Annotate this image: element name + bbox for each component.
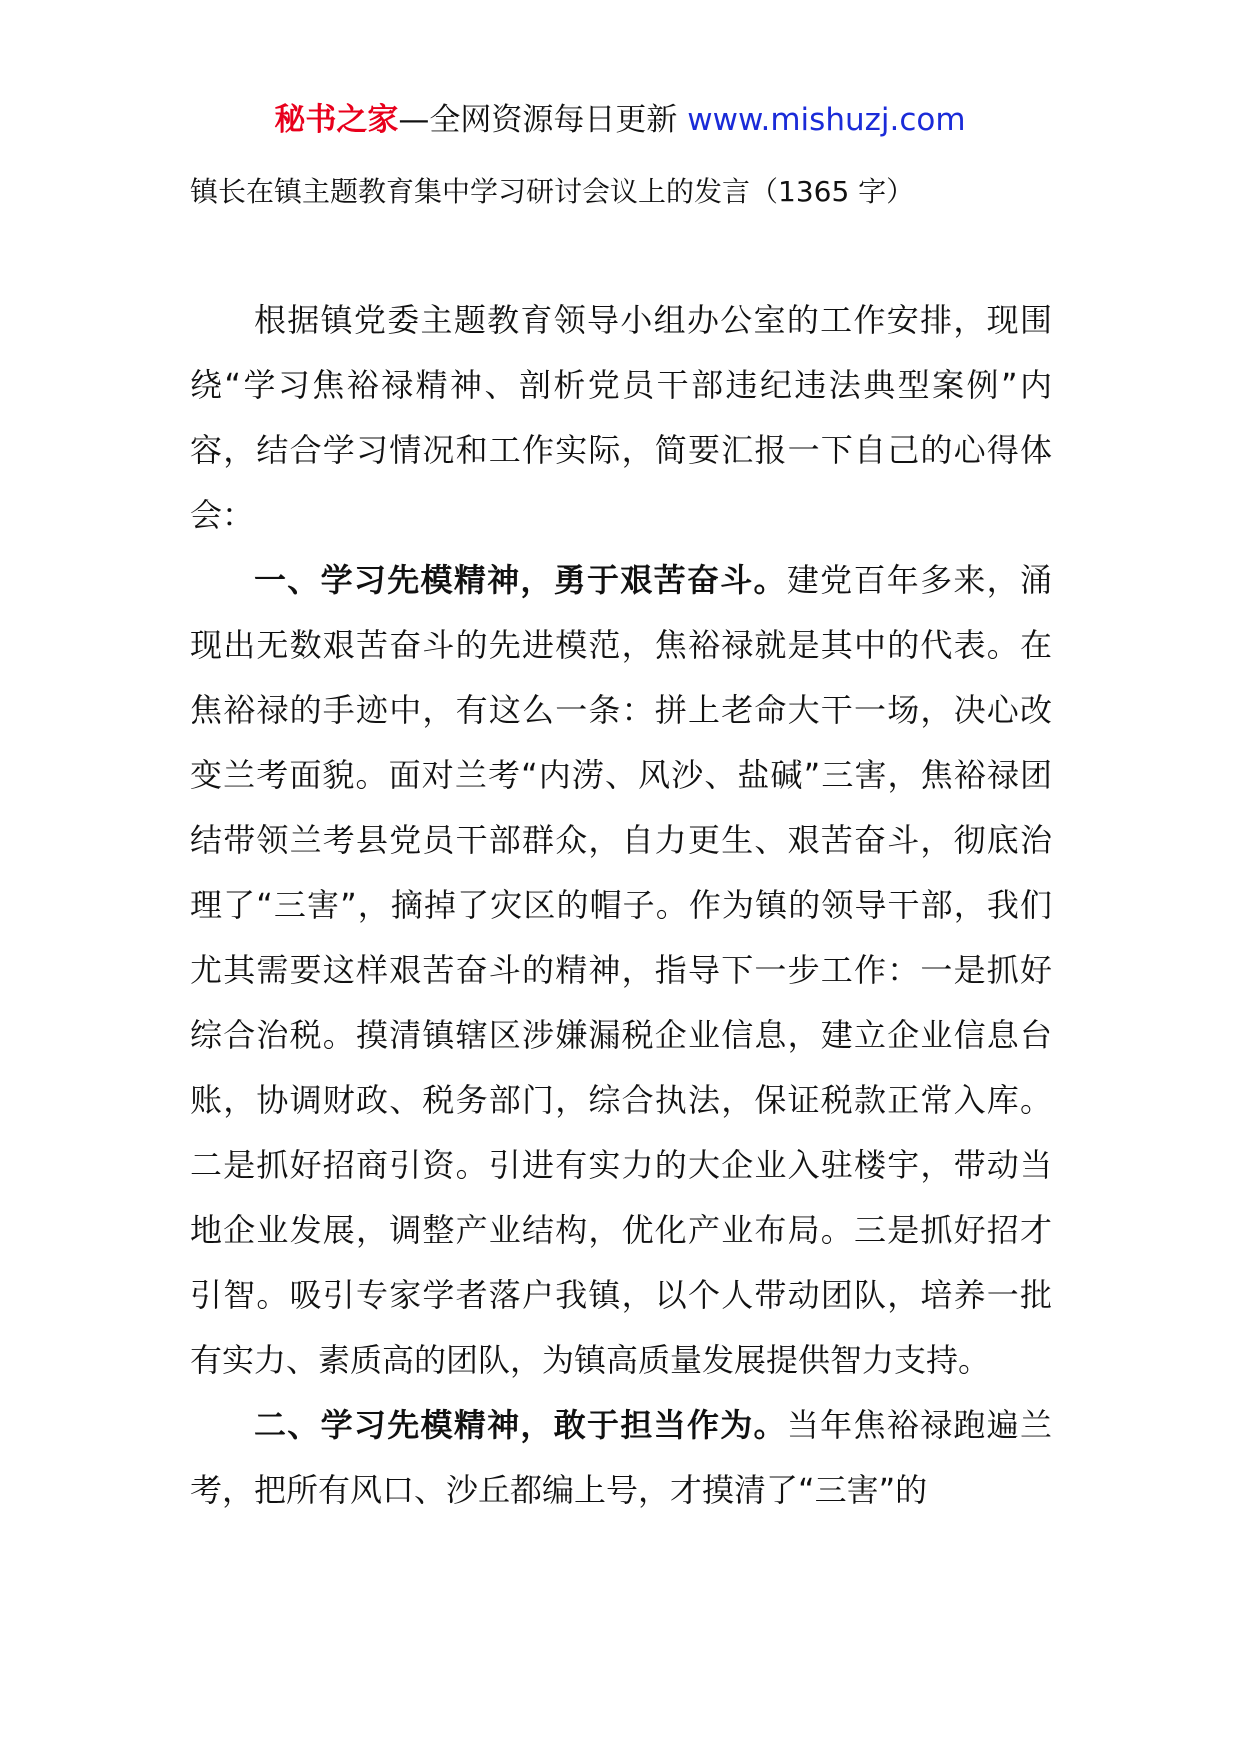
paragraph-section-2 [190, 1393, 1052, 1523]
brand-name: 秘书之家 [274, 102, 399, 138]
paragraph-intro: 根据镇党委主题教育领导小组办公室的工作安排，现围绕“学习焦裕禄精神、剖析党员干部违纪违法典型案例”内容，结合学习情况和工作实际，简要汇报一下自己的心得体会： [190, 301, 1052, 534]
document-title: 镇长在镇主题教育集中学习研讨会议上的发言（1365 字） [190, 175, 915, 208]
paragraph-section-1 [190, 548, 1052, 1393]
section-text: 建党百年多来，涌现出无数艰苦奋斗的先进模范，焦裕禄就是其中的代表。在焦裕禄的手迹中，有这么一条：拼上老命大干一场，决心改变兰考面貌。面对兰考“内涝、风沙、盐碱”三害，焦裕禄团结带领兰考县党员干部群众，自力更生、艰苦奋斗，彻底治理了“三害”，摘掉了灾区的帽子。作为镇的领导干部，我们尤其需要这样艰苦奋斗的精神，指导下一步工作：一是抓好综合治税。摸清镇辖区涉嫌漏税企业信息，建立企业信息台账，协调财政、税务部门，综合执法，保证税款正常入库。二是抓好招商引资。引进有实力的大企业入驻楼宇，带动当地企业发展，调整产业结构，优化产业布局。三是抓好招才引智。吸引专家学者落户我镇，以个人带动团队，培养一批有实力、素质高的团队，为镇高质量发展提供智力支持。 [190, 561, 1052, 1379]
header-tagline: —全网资源每日更新 [398, 102, 678, 138]
section-heading: 一、学习先模精神，勇于艰苦奋斗。 [254, 561, 787, 599]
document-body [190, 288, 1052, 1523]
site-url-link[interactable]: www.mishuzj.com [687, 102, 966, 138]
section-heading: 二、学习先模精神，敢于担当作为。 [254, 1406, 787, 1444]
site-header [0, 100, 1240, 140]
section-text: 当年焦裕禄跑遍兰考，把所有风口、沙丘都编上号，才摸清了“三害”的 [190, 1406, 1052, 1509]
